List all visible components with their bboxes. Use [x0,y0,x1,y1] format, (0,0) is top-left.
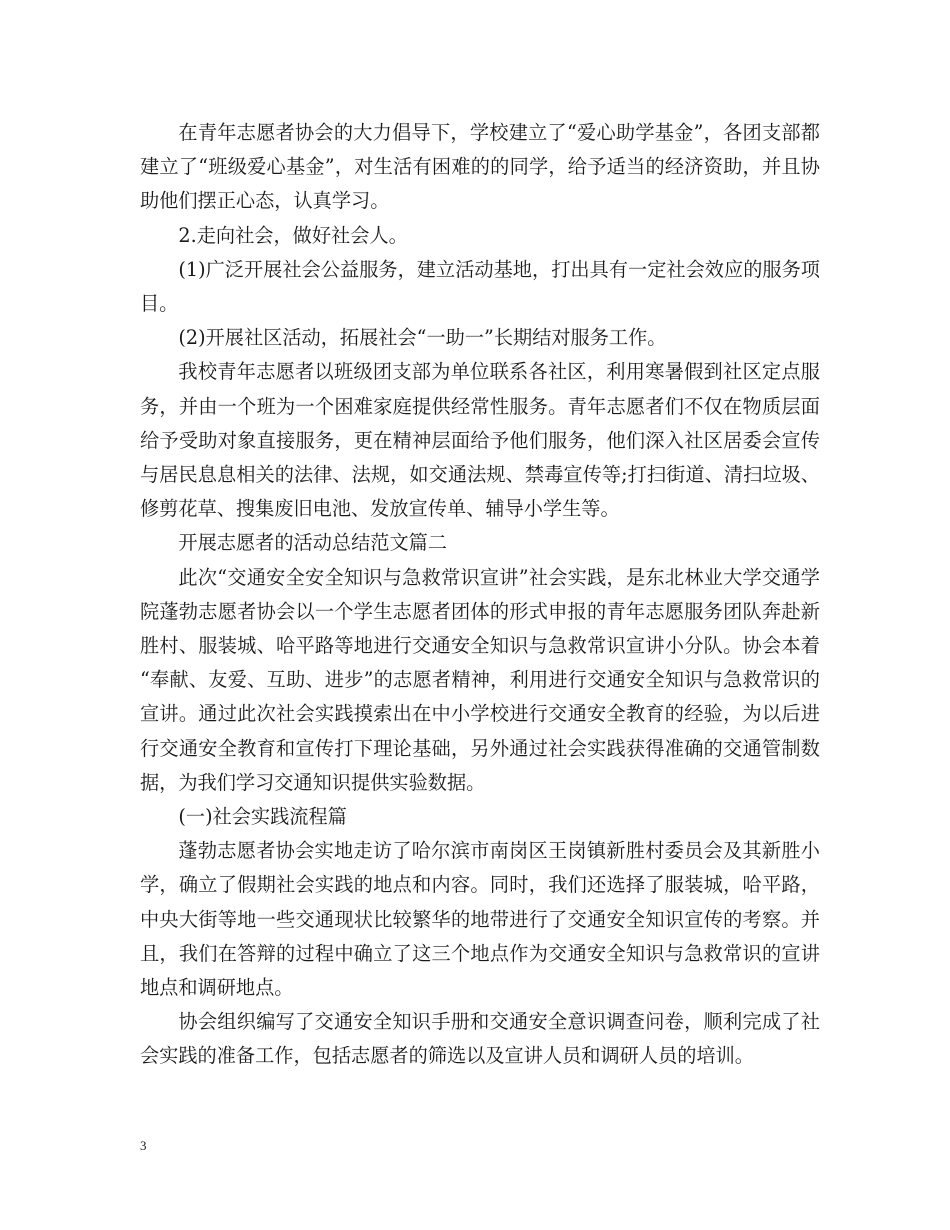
section-title-part-two: 开展志愿者的活动总结范文篇二 [178,531,448,555]
paragraph-traffic-safety-intro: 此次“交通安全安全知识与急救常识宣讲”社会实践，是东北林业大学交通学院蓬勃志愿者协会以一个学生志愿者团体的形式申报的青年志愿服务团队奔赴新胜村、服装城、哈平路等地进行交通安全知识与急救常识宣讲小分队。协会本着“奉献、友爱、互助、进步”的志愿者精神，利用进行交通安全知识与急救常识的宣讲。通过此次社会实践摸索出在中小学校进行交通安全教育的经验，为以后进行交通安全教育和宣传打下理论基础，另外通过社会实践获得准确的交通管制数据，为我们学习交通知识提供实验数据。 [140,565,820,794]
page-number: 3 [140,1138,147,1153]
paragraph-community-activities: (2)开展社区活动，拓展社会“一助一”长期结对服务工作。 [178,326,667,350]
heading-go-to-society: 2.走向社会，做好社会人。 [178,223,408,247]
paragraph-scholarship-fund: 在青年志愿者协会的大力倡导下，学校建立了“爱心助学基金”，各团支部都建立了“班级爱心基金”，对生活有困难的的同学，给予适当的经济资助，并且协助他们摆正心态，认真学习。 [140,121,820,213]
document-body [140,116,820,1074]
subheading-practice-process: (一)社会实践流程篇 [178,805,347,829]
paragraph-site-visits: 蓬勃志愿者协会实地走访了哈尔滨市南岗区王岗镇新胜村委员会及其新胜小学，确立了假期社会实践的地点和内容。同时，我们还选择了服装城，哈平路，中央大街等地一些交通现状比较繁华的地带进行了交通安全知识宣传的考察。并且，我们在答辩的过程中确立了这三个地点作为交通安全知识与急救常识的宣讲地点和调研地点。 [140,839,820,1000]
paragraph-community-service-details: 我校青年志愿者以班级团支部为单位联系各社区，利用寒暑假到社区定点服务，并由一个班为一个困难家庭提供经常性服务。青年志愿者们不仅在物质层面给予受助对象直接服务，更在精神层面给予他们服务，他们深入社区居委会宣传与居民息息相关的法律、法规，如交通法规、禁毒宣传等;打扫街道、清扫垃圾、修剪花草、搜集废旧电池、发放宣传单、辅导小学生等。 [140,360,820,521]
paragraph-preparation: 协会组织编写了交通安全知识手册和交通安全意识调查问卷，顺利完成了社会实践的准备工作，包括志愿者的筛选以及宣讲人员和调研人员的培训。 [140,1010,820,1068]
paragraph-public-service: (1)广泛开展社会公益服务，建立活动基地，打出具有一定社会效应的服务项目。 [140,257,820,316]
